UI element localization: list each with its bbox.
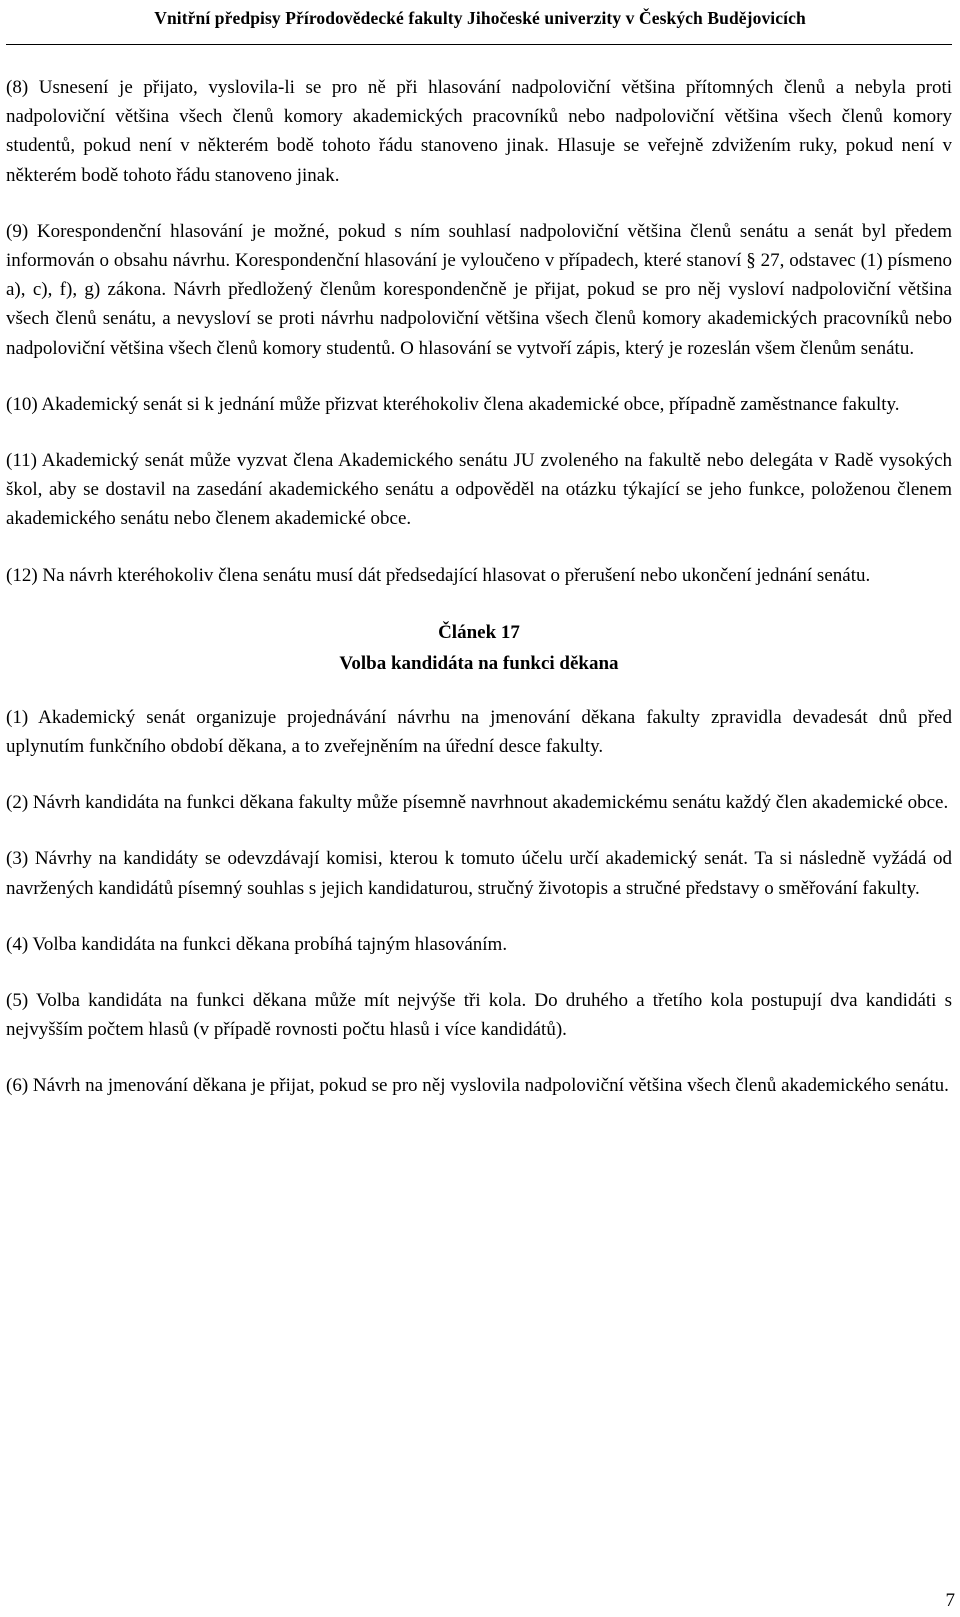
article-title: Volba kandidáta na funkci děkana bbox=[339, 652, 619, 674]
paragraph-12: (12) Na návrh kteréhokoliv člena senátu musí dát předsedající hlasovat o přerušení nebo ukončení jednání senátu. bbox=[6, 564, 871, 586]
article-paragraph-1: (1) Akademický senát organizuje projednávání návrhu na jmenování děkana fakulty zpravidla devadesát dnů před uplynutím funkčního období děkana, a to zveřejněním na úřední desce fakulty. bbox=[6, 706, 952, 758]
article-paragraph-2: (2) Návrh kandidáta na funkci děkana fakulty může písemně navrhnout akademickému senátu každý člen akademické obce. bbox=[6, 792, 949, 814]
page-number: 7 bbox=[945, 1590, 955, 1611]
article-paragraph-4: (4) Volba kandidáta na funkci děkana probíhá tajným hlasováním. bbox=[6, 933, 508, 955]
header-divider bbox=[6, 44, 952, 45]
paragraph-9: (9) Korespondenční hlasování je možné, pokud s ním souhlasí nadpoloviční většina členů senátu a senát byl předem informován o obsahu návrhu. Korespondenční hlasování je vyloučeno v případech, které stanoví § 27, odstavec (1) písmeno a), c), f), g) zákona. Návrh předložený členům korespondenčně je přijat, pokud se pro něj vysloví nadpoloviční většina všech členů senátu, a nevysloví se proti návrhu nadpoloviční většina všech členů komory akademických pracovníků nebo nadpoloviční většina všech členů komory studentů. O hlasování se vytvoří zápis, který je rozeslán všem členům senátu. bbox=[6, 220, 952, 359]
article-heading bbox=[6, 617, 952, 679]
paragraph-10: (10) Akademický senát si k jednání může přizvat kteréhokoliv člena akademické obce, případně zaměstnance fakulty. bbox=[6, 393, 900, 415]
page-header: Vnitřní předpisy Přírodovědecké fakulty Jihočeské univerzity v Českých Budějovicích bbox=[154, 8, 806, 28]
article-number: Článek 17 bbox=[438, 621, 520, 643]
article-paragraph-6: (6) Návrh na jmenování děkana je přijat, pokud se pro něj vyslovila nadpoloviční většina všech členů akademického senátu. bbox=[6, 1075, 949, 1097]
document-body bbox=[6, 73, 952, 1128]
article-paragraph-5: (5) Volba kandidáta na funkci děkana může mít nejvýše tři kola. Do druhého a třetího kola postupují dva kandidáti s nejvyšším počtem hlasů (v případě rovnosti počtu hlasů i více kandidátů). bbox=[6, 990, 952, 1041]
paragraph-8: (8) Usnesení je přijato, vyslovila-li se pro ně při hlasování nadpoloviční většina přítomných členů a nebyla proti nadpoloviční většina všech členů komory akademických pracovníků nebo nadpoloviční většina všech členů komory studentů, pokud není v některém bodě tohoto řádu stanoveno jinak. Hlasuje se veřejně zdvižením ruky, pokud není v některém bodě tohoto řádu stanoveno jinak. bbox=[6, 77, 952, 186]
article-paragraph-3: (3) Návrhy na kandidáty se odevzdávají komisi, kterou k tomuto účelu určí akademický senát. Ta si následně vyžádá od navržených kandidátů písemný souhlas s jejich kandidaturou, stručný životopis a stručné představy o směřování fakulty. bbox=[6, 848, 952, 899]
paragraph-11: (11) Akademický senát může vyzvat člena Akademického senátu JU zvoleného na fakultě nebo delegáta v Radě vysokých škol, aby se dostavil na zasedání akademického senátu a odpověděl na otázku týkající se jeho funkce, položenou členem akademického senátu nebo členem akademické obce. bbox=[6, 450, 952, 530]
